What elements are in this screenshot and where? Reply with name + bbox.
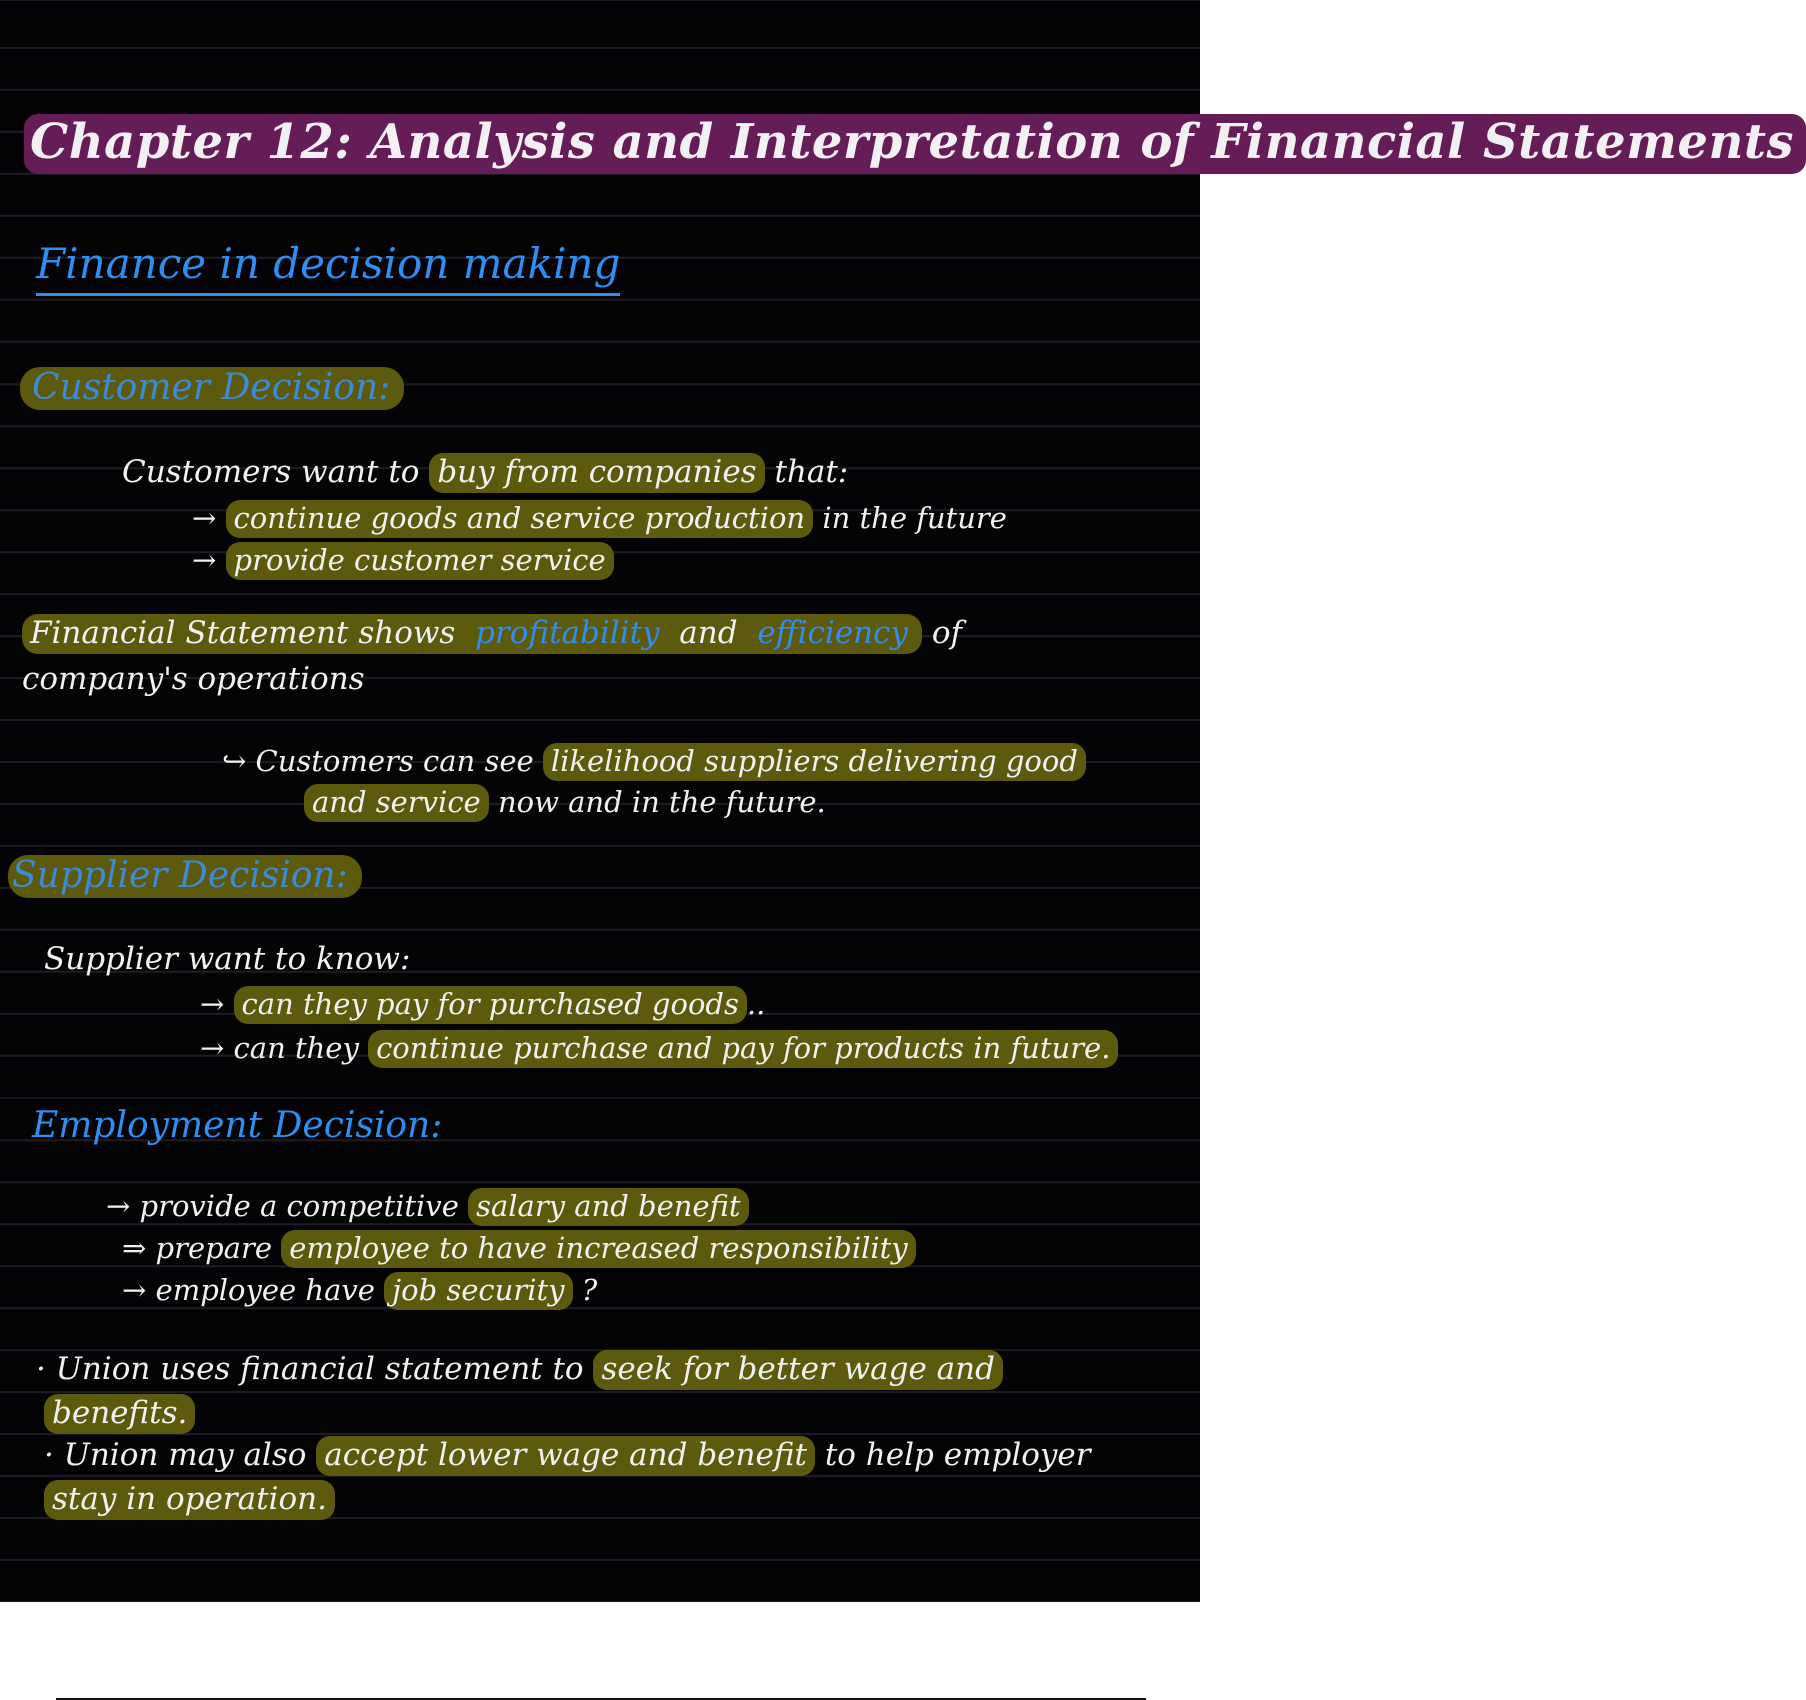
employment-bullet-1-highlight: salary and benefit xyxy=(468,1188,749,1226)
section-subtitle xyxy=(36,239,621,288)
customer-intro xyxy=(122,454,849,490)
double-arrow-icon: ⇒ xyxy=(122,1231,147,1265)
supplier-bullet-1-post: .. xyxy=(746,987,766,1021)
page-footer xyxy=(0,1602,1200,1700)
union-line-1-pre: · Union uses financial statement to xyxy=(36,1351,584,1387)
arrow-icon: → xyxy=(106,1189,131,1223)
financial-statement-line-1 xyxy=(22,615,962,651)
arrow-icon: → xyxy=(122,1273,147,1307)
hook-arrow-icon: ↪ xyxy=(222,744,247,778)
fs-word-efficiency: efficiency xyxy=(757,615,908,651)
customer-heading-text: Customer Decision: xyxy=(20,367,404,410)
customer-intro-pre: Customers want to xyxy=(122,454,420,490)
customer-intro-post: that: xyxy=(774,454,849,490)
supplier-bullet-1-highlight: can they pay for purchased goods xyxy=(234,986,747,1024)
employment-bullet-2-pre: prepare xyxy=(155,1231,272,1265)
employment-bullet-3-highlight: job security xyxy=(384,1272,572,1310)
arrow-icon: → xyxy=(200,987,225,1021)
customer-bullet-1-post: in the future xyxy=(822,501,1007,535)
customer-bullet-1 xyxy=(192,501,1007,535)
union-line-3 xyxy=(44,1437,1091,1473)
supplier-bullet-1 xyxy=(200,987,766,1021)
supplier-heading-text: Supplier Decision: xyxy=(8,855,362,898)
arrow-icon: → xyxy=(192,501,217,535)
customer-bullet-2 xyxy=(192,543,614,577)
arrow-icon: → xyxy=(192,543,217,577)
union-line-3-highlight: accept lower wage and benefit xyxy=(316,1436,815,1476)
fs-post: of xyxy=(931,615,962,651)
employment-bullet-1-pre: provide a competitive xyxy=(139,1189,459,1223)
chapter-title-text: Chapter 12: Analysis and Interpretation of Financial Statements xyxy=(24,114,1806,174)
customer-result-line-2 xyxy=(304,785,826,819)
customer-bullet-1-highlight: continue goods and service production xyxy=(226,500,814,538)
customer-result-pre: Customers can see xyxy=(255,744,534,778)
union-line-1 xyxy=(36,1351,1003,1387)
employment-bullet-1 xyxy=(106,1189,749,1223)
customer-result-highlight: likelihood suppliers delivering good xyxy=(543,743,1086,781)
financial-statement-line-2: company's operations xyxy=(22,661,365,697)
fs-mid: and xyxy=(679,615,738,651)
union-line-3-post: to help employer xyxy=(824,1437,1091,1473)
supplier-bullet-2 xyxy=(200,1031,1118,1065)
customer-result-line-2-post: now and in the future. xyxy=(497,785,826,819)
supplier-heading xyxy=(8,855,362,896)
fs-word-profitability: profitability xyxy=(475,615,660,651)
supplier-intro: Supplier want to know: xyxy=(44,941,411,977)
employment-bullet-3-pre: employee have xyxy=(155,1273,375,1307)
employment-bullet-3 xyxy=(122,1273,598,1307)
union-line-4 xyxy=(44,1481,335,1517)
employment-heading xyxy=(32,1105,443,1146)
employment-bullet-2 xyxy=(122,1231,916,1265)
arrow-icon: → xyxy=(200,1031,225,1065)
employment-heading-text: Employment Decision: xyxy=(32,1105,443,1146)
union-line-3-pre: · Union may also xyxy=(44,1437,307,1473)
financial-statement-highlight xyxy=(22,614,922,654)
customer-heading xyxy=(20,367,404,408)
union-line-2-highlight: benefits. xyxy=(44,1394,195,1434)
supplier-bullet-2-highlight: continue purchase and pay for products in future. xyxy=(368,1030,1118,1068)
employment-bullet-3-post: ? xyxy=(581,1273,598,1307)
fs-pre: Financial Statement shows xyxy=(30,615,456,651)
union-line-4-highlight: stay in operation. xyxy=(44,1480,335,1520)
supplier-bullet-2-pre: can they xyxy=(233,1031,359,1065)
customer-result-line-1 xyxy=(222,744,1086,778)
union-line-1-highlight: seek for better wage and xyxy=(593,1350,1003,1390)
customer-result-line-2-highlight: and service xyxy=(304,784,489,822)
customer-bullet-2-highlight: provide customer service xyxy=(226,542,614,580)
section-subtitle-text: Finance in decision making xyxy=(36,239,620,296)
union-line-2 xyxy=(44,1395,195,1431)
employment-bullet-2-highlight: employee to have increased responsibility xyxy=(281,1230,915,1268)
chapter-title xyxy=(24,114,1806,170)
customer-intro-highlight: buy from companies xyxy=(429,453,764,493)
